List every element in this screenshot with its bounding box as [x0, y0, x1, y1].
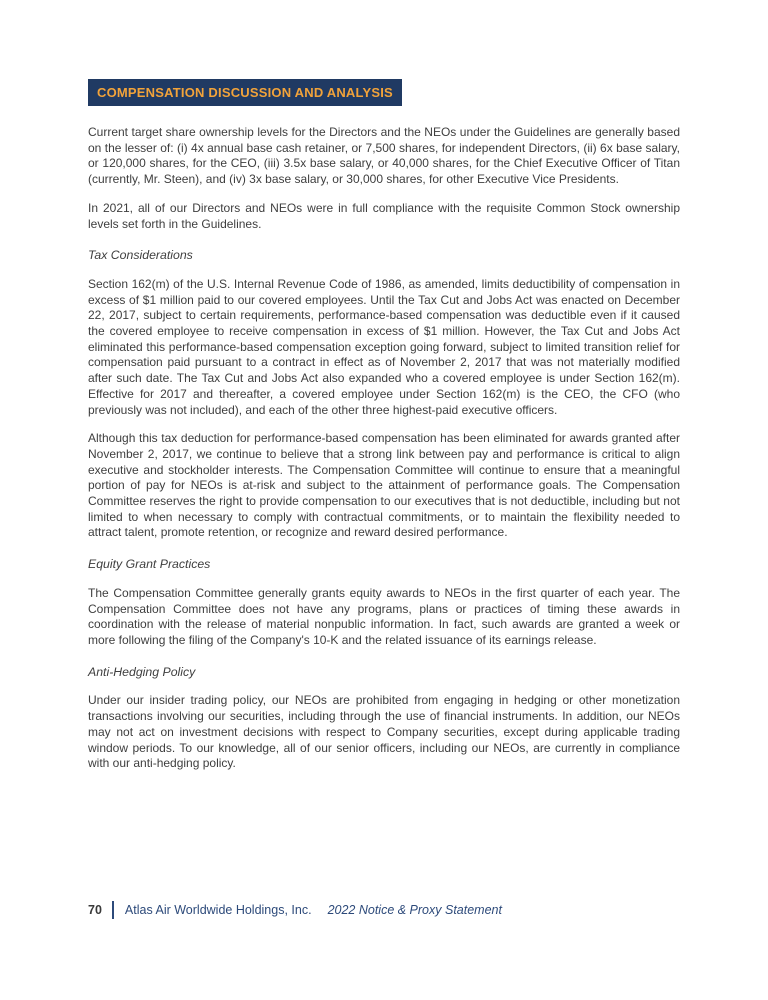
heading-tax-considerations: Tax Considerations [88, 248, 193, 263]
paragraph-section-162m: Section 162(m) of the U.S. Internal Revenue Code of 1986, as amended, limits deductibility of compensation in excess of $1 million paid to our covered employees. Until the Tax Cut and Jobs Act was enacted on December 22, 2017, subject to certain requirements, performance-based compensation was deductible even if it caused the covered employee to receive compensation in excess of $1 million. However, the Tax Cut and Jobs Act eliminated this performance-based compensation exception going forward, subject to limited transition relief for compensation paid pursuant to a contract in effect as of November 2, 2017 that was not materially modified after such date. The Tax Cut and Jobs Act also expanded who a covered employee is under Section 162(m). Effective for 2017 and thereafter, a covered employee under Section 162(m) is the CEO, the CFO (who previously was not included), and each of the other three highest-paid executive officers. [88, 276, 680, 417]
paragraph-tax-deduction-eliminated: Although this tax deduction for performance-based compensation has been eliminated for awards granted after November 2, 2017, we continue to believe that a strong link between pay and performance is critical to align executive and stockholder interests. The Compensation Committee will continue to ensure that a meaningful portion of pay for NEOs is at-risk and subject to the attainment of performance goals. The Compensation Committee reserves the right to provide compensation to our executives that is not deductible, including but not limited to when necessary to comply with contractual commitments, or to maintain the flexibility needed to attract talent, promote retention, or recognize and reward desired performance. [88, 431, 680, 540]
footer-document-title: 2022 Notice & Proxy Statement [327, 903, 502, 917]
page-number: 70 [88, 903, 102, 917]
page-content [88, 125, 680, 785]
heading-anti-hedging-policy: Anti-Hedging Policy [88, 664, 196, 679]
paragraph-equity-grant-timing: The Compensation Committee generally grants equity awards to NEOs in the first quarter of each year. The Compensation Committee does not have any programs, plans or practices of timing these awards in coordination with the release of material nonpublic information. In fact, such awards are granted a week or more following the filing of the Company's 10-K and the related issuance of its earnings release. [88, 585, 680, 647]
paragraph-2021-compliance: In 2021, all of our Directors and NEOs were in full compliance with the requisite Common Stock ownership levels set forth in the Guidelines. [88, 200, 680, 231]
section-banner-label: COMPENSATION DISCUSSION AND ANALYSIS [97, 85, 393, 100]
heading-equity-grant-practices: Equity Grant Practices [88, 557, 211, 572]
footer-company-name: Atlas Air Worldwide Holdings, Inc. [124, 903, 312, 917]
section-banner [88, 79, 402, 106]
paragraph-anti-hedging: Under our insider trading policy, our NEOs are prohibited from engaging in hedging or other monetization transactions involving our securities, including through the use of financial instruments. In addition, our NEOs may not act on investment decisions with respect to Company securities, except during applicable trading window periods. To our knowledge, all of our senior officers, including our NEOs, are currently in compliance with our anti-hedging policy. [88, 693, 680, 771]
page-footer [88, 901, 502, 919]
footer-divider [112, 901, 114, 919]
paragraph-share-ownership-levels: Current target share ownership levels for the Directors and the NEOs under the Guidelines are generally based on the lesser of: (i) 4x annual base cash retainer, or 7,500 shares, for independent Directors, (ii) 6x base salary, or 120,000 shares, for the CEO, (iii) 3.5x base salary, or 40,000 shares, for the Chief Executive Officer of Titan (currently, Mr. Steen), and (iv) 3x base salary, or 30,000 shares, for other Executive Vice Presidents. [88, 125, 680, 187]
